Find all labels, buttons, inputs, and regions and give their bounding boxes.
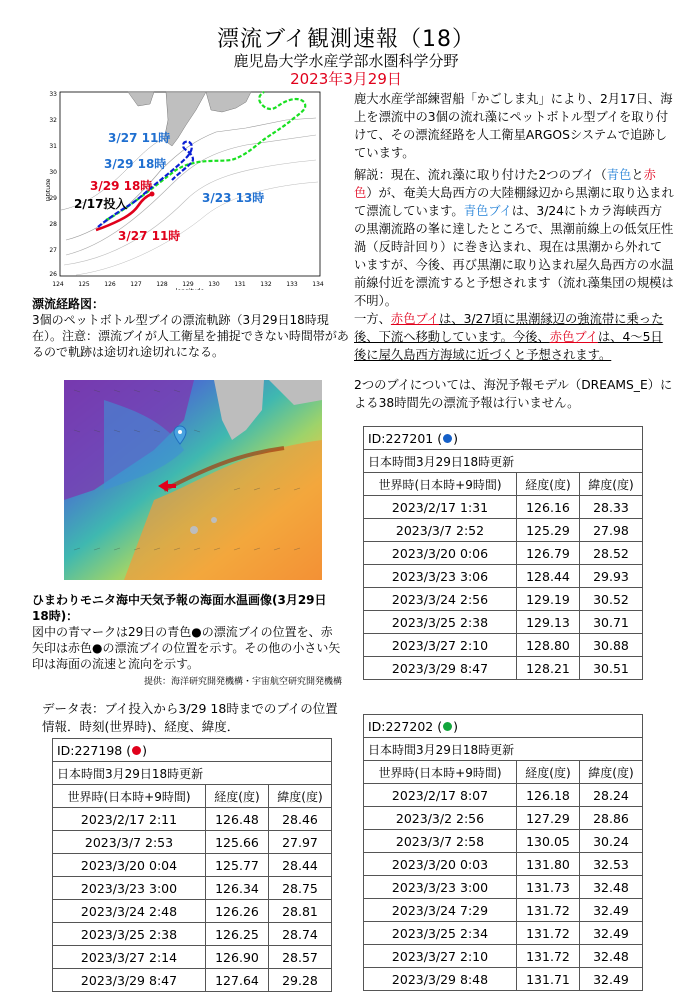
sst-caption-text: 図中の青マークは29日の青色●の漂流ブイの位置を、赤矢印は赤色●の漂流ブイの位置を示す。その他の小さい矢印は海面の流速と流向を示す。 xyxy=(32,625,341,671)
table-row xyxy=(364,784,643,807)
latitude-cell: 28.81 xyxy=(268,900,331,923)
explanation-paragraph-2: 一方、赤色ブイは、3/27頃に黒潮縁辺の強流帯に乗った後、下流へ移動しています。今後、赤色ブイは、4～5日後に屋久島西方海域に近づくと予想されます。 xyxy=(354,312,664,362)
time-cell: 2023/3/29 8:47 xyxy=(53,969,206,992)
map-label-red-329: 3/29 18時 xyxy=(90,179,153,193)
longitude-cell: 126.90 xyxy=(206,946,269,969)
column-header: 緯度(度) xyxy=(579,473,642,496)
latitude-cell: 28.86 xyxy=(579,807,642,830)
red-dot-icon xyxy=(132,746,141,755)
latitude-cell: 27.98 xyxy=(579,519,642,542)
table-row xyxy=(53,946,332,969)
red-buoy-word: 赤色ブイ xyxy=(390,312,439,326)
table-row xyxy=(364,565,643,588)
table-row xyxy=(53,854,332,877)
table-id: ID:227201 ( ) xyxy=(364,427,643,450)
time-cell: 2023/2/17 1:31 xyxy=(364,496,517,519)
time-cell: 2023/3/7 2:52 xyxy=(364,519,517,542)
map-label-blue-329: 3/29 18時 xyxy=(104,157,167,171)
table-row xyxy=(53,808,332,831)
table-row xyxy=(364,807,643,830)
map-caption xyxy=(32,296,350,360)
time-cell: 2023/3/24 2:48 xyxy=(53,900,206,923)
longitude-cell: 125.77 xyxy=(206,854,269,877)
table-row xyxy=(364,876,643,899)
longitude-cell: 126.26 xyxy=(206,900,269,923)
time-cell: 2023/3/27 2:10 xyxy=(364,634,517,657)
time-cell: 2023/3/24 2:56 xyxy=(364,588,517,611)
latitude-cell: 28.74 xyxy=(268,923,331,946)
latitude-cell: 28.33 xyxy=(579,496,642,519)
table-id: ID:227202 ( ) xyxy=(364,715,643,738)
longitude-cell: 125.66 xyxy=(206,831,269,854)
map-label-deploy: 2/17投入 xyxy=(74,197,128,211)
latitude-cell: 28.24 xyxy=(579,784,642,807)
table-227198 xyxy=(52,738,332,992)
time-cell: 2023/3/2 2:56 xyxy=(364,807,517,830)
page-subtitle: 鹿児島大学水産学部水圏科学分野 xyxy=(233,52,459,70)
column-header: 経度(度) xyxy=(206,785,269,808)
table-row xyxy=(364,657,643,680)
y-tick: 27 xyxy=(49,247,57,254)
time-cell: 2023/3/29 8:48 xyxy=(364,968,517,991)
column-header: 世界時(日本時+9時間) xyxy=(364,761,517,784)
longitude-cell: 131.71 xyxy=(517,968,580,991)
sst-credit: 提供：海洋研究開発機構・宇宙航空研究開発機構 xyxy=(143,677,342,687)
x-tick: 125 xyxy=(78,281,90,288)
time-cell: 2023/3/25 2:38 xyxy=(364,611,517,634)
y-tick: 33 xyxy=(49,91,57,98)
latitude-cell: 32.49 xyxy=(579,899,642,922)
longitude-cell: 131.72 xyxy=(517,945,580,968)
latitude-cell: 28.57 xyxy=(268,946,331,969)
time-cell: 2023/3/20 0:04 xyxy=(53,854,206,877)
time-cell: 2023/3/20 0:06 xyxy=(364,542,517,565)
y-tick: 31 xyxy=(49,143,57,150)
y-axis-label: latitude xyxy=(46,178,52,202)
table-row xyxy=(364,899,643,922)
column-header: 経度(度) xyxy=(517,761,580,784)
longitude-cell: 131.72 xyxy=(517,922,580,945)
column-header: 緯度(度) xyxy=(579,761,642,784)
page-title: 漂流ブイ観測速報（18） xyxy=(216,27,475,52)
latitude-cell: 30.51 xyxy=(579,657,642,680)
longitude-cell: 126.34 xyxy=(206,877,269,900)
x-tick: 129 xyxy=(182,281,194,288)
latitude-cell: 30.71 xyxy=(579,611,642,634)
latitude-cell: 28.44 xyxy=(268,854,331,877)
table-row xyxy=(53,900,332,923)
sst-caption-title: ひまわりモニタ海中天気予報の海面水温画像(3月29日18時)： xyxy=(32,593,327,623)
table-row xyxy=(364,611,643,634)
column-header: 経度(度) xyxy=(517,473,580,496)
longitude-cell: 127.64 xyxy=(206,969,269,992)
map-caption-title: 漂流経路図： xyxy=(32,297,105,311)
latitude-cell: 27.97 xyxy=(268,831,331,854)
longitude-cell: 129.13 xyxy=(517,611,580,634)
longitude-cell: 129.19 xyxy=(517,588,580,611)
time-cell: 2023/3/27 2:10 xyxy=(364,945,517,968)
table-row xyxy=(364,853,643,876)
page-date: 2023年3月29日 xyxy=(290,70,402,88)
table-row xyxy=(53,831,332,854)
latitude-cell: 29.28 xyxy=(268,969,331,992)
data-caption: データ表：ブイ投入から3/29 18時までのブイの位置情報．時刻(世界時)、経度、緯度． xyxy=(42,701,338,734)
x-tick: 127 xyxy=(130,281,142,288)
time-cell: 2023/3/25 2:38 xyxy=(53,923,206,946)
table-row xyxy=(364,922,643,945)
latitude-cell: 28.75 xyxy=(268,877,331,900)
longitude-cell: 131.72 xyxy=(517,899,580,922)
map-label-blue-327: 3/27 11時 xyxy=(108,131,171,145)
time-cell: 2023/2/17 8:07 xyxy=(364,784,517,807)
latitude-cell: 28.46 xyxy=(268,808,331,831)
longitude-cell: 128.21 xyxy=(517,657,580,680)
blue-word: 青色 xyxy=(606,168,632,182)
longitude-cell: 131.80 xyxy=(517,853,580,876)
longitude-cell: 126.18 xyxy=(517,784,580,807)
forecast-note: 2つのブイについては、海況予報モデル（DREAMS_E）による38時間先の漂流予報は行いません。 xyxy=(354,378,673,410)
latitude-cell: 30.88 xyxy=(579,634,642,657)
longitude-cell: 126.79 xyxy=(517,542,580,565)
time-cell: 2023/3/23 3:06 xyxy=(364,565,517,588)
blue-buoy-word: 青色ブイ xyxy=(463,204,512,218)
map-label-323: 3/23 13時 xyxy=(202,191,265,205)
latitude-cell: 30.52 xyxy=(579,588,642,611)
time-cell: 2023/3/24 7:29 xyxy=(364,899,517,922)
time-cell: 2023/3/25 2:34 xyxy=(364,922,517,945)
y-tick: 26 xyxy=(49,271,57,278)
y-tick: 30 xyxy=(49,169,57,176)
x-tick: 130 xyxy=(208,281,220,288)
longitude-cell: 126.48 xyxy=(206,808,269,831)
table-row xyxy=(364,945,643,968)
drift-track-map xyxy=(46,90,324,290)
table-row xyxy=(53,877,332,900)
x-axis-label xyxy=(176,288,205,290)
latitude-cell: 29.93 xyxy=(579,565,642,588)
y-tick: 28 xyxy=(49,221,57,228)
column-header: 世界時(日本時+9時間) xyxy=(53,785,206,808)
table-updated: 日本時間3月29日18時更新 xyxy=(364,450,643,473)
red-buoy-word-2: 赤色ブイ xyxy=(549,330,598,344)
longitude-cell: 128.80 xyxy=(517,634,580,657)
time-cell: 2023/3/7 2:58 xyxy=(364,830,517,853)
x-tick: 131 xyxy=(234,281,246,288)
table-row xyxy=(53,923,332,946)
table-row xyxy=(364,830,643,853)
time-cell: 2023/3/27 2:14 xyxy=(53,946,206,969)
table-row xyxy=(364,588,643,611)
latitude-cell: 32.48 xyxy=(579,945,642,968)
sst-caption xyxy=(32,592,342,690)
time-cell: 2023/3/23 3:00 xyxy=(364,876,517,899)
longitude-cell: 127.29 xyxy=(517,807,580,830)
x-tick: 126 xyxy=(104,281,116,288)
latitude-cell: 32.53 xyxy=(579,853,642,876)
latitude-cell: 32.49 xyxy=(579,968,642,991)
time-cell: 2023/2/17 2:11 xyxy=(53,808,206,831)
intro-paragraph: 鹿大水産学部練習船「かごしま丸」により、2月17日、海上を漂流中の3個の流れ藻にペットボトル型ブイを取り付けて、その漂流経路を人工衛星ARGOSシステムで追跡しています。 xyxy=(354,92,673,160)
table-row xyxy=(364,496,643,519)
explanation-paragraph-1: 解説：現在、流れ藻に取り付けた2つのブイ（青色と赤色）が、奄美大島西方の大陸棚縁辺から黒潮に取り込まれて漂流しています。青色ブイは、3/24にトカラ海峡西方の黒潮流路の峯に達したところで、黒潮前線上の低気圧性渦（反時計回り）に巻き込まれ、現在は黒潮から外れていますが、今後、再び黒潮に取り込まれ屋久島西方の水温前線付近を漂流すると予想されます（流れ藻集団の規模は不明）。 xyxy=(354,168,674,308)
longitude-cell: 128.44 xyxy=(517,565,580,588)
latitude-cell: 28.52 xyxy=(579,542,642,565)
table-row xyxy=(364,968,643,991)
table-updated: 日本時間3月29日18時更新 xyxy=(53,762,332,785)
table-227201 xyxy=(363,426,643,680)
sst-satellite-image xyxy=(64,380,322,580)
table-id: ID:227198 ( ) xyxy=(53,739,332,762)
column-header: 緯度(度) xyxy=(268,785,331,808)
longitude-cell: 126.16 xyxy=(517,496,580,519)
x-tick: 132 xyxy=(260,281,272,288)
y-tick: 29 xyxy=(49,195,57,202)
longitude-cell: 131.73 xyxy=(517,876,580,899)
y-tick: 32 xyxy=(49,117,57,124)
map-label-red-327: 3/27 11時 xyxy=(118,229,181,243)
blue-dot-icon xyxy=(443,434,452,443)
table-row xyxy=(53,969,332,992)
time-cell: 2023/3/23 3:00 xyxy=(53,877,206,900)
column-header: 世界時(日本時+9時間) xyxy=(364,473,517,496)
table-row xyxy=(364,542,643,565)
latitude-cell: 32.48 xyxy=(579,876,642,899)
time-cell: 2023/3/7 2:53 xyxy=(53,831,206,854)
green-dot-icon xyxy=(443,722,452,731)
table-row xyxy=(364,519,643,542)
longitude-cell: 126.25 xyxy=(206,923,269,946)
table-227202 xyxy=(363,714,643,991)
x-tick: 124 xyxy=(52,281,64,288)
latitude-cell: 30.24 xyxy=(579,830,642,853)
time-cell: 2023/3/29 8:47 xyxy=(364,657,517,680)
x-tick: 134 xyxy=(312,281,324,288)
longitude-cell: 130.05 xyxy=(517,830,580,853)
table-updated: 日本時間3月29日18時更新 xyxy=(364,738,643,761)
red-word: 赤色 xyxy=(354,168,656,200)
table-row xyxy=(364,634,643,657)
map-caption-text: 3個のペットボトル型ブイの漂流軌跡（3月29日18時現在）。注意：漂流ブイが人工衛星を捕捉できない時間帯があるので軌跡は途切れ途切れになる。 xyxy=(32,313,349,359)
longitude-cell: 125.29 xyxy=(517,519,580,542)
time-cell: 2023/3/20 0:03 xyxy=(364,853,517,876)
latitude-cell: 32.49 xyxy=(579,922,642,945)
x-tick: 128 xyxy=(156,281,168,288)
x-tick: 133 xyxy=(286,281,298,288)
